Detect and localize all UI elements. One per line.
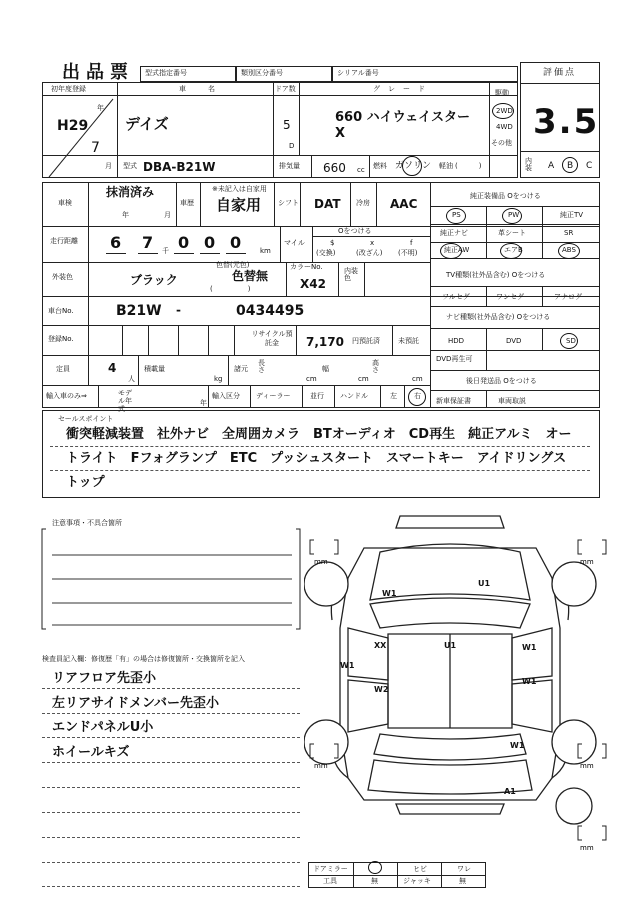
color-value: ブラック bbox=[130, 273, 178, 287]
page-title: 出品票 bbox=[62, 62, 134, 83]
mark-left-side: W1 bbox=[340, 661, 355, 670]
ruibetsu-field: 類別区分番号 bbox=[236, 66, 332, 82]
mark-rear-right-fender: W1 bbox=[510, 741, 525, 750]
aw-circle bbox=[440, 243, 462, 259]
history-value: 自家用 bbox=[216, 196, 262, 214]
mark-roof: U1 bbox=[444, 641, 457, 650]
score-label: 評価点 bbox=[543, 68, 577, 78]
basic-info-table: 初年度登録 車名 ドア数 グレード 年 H29 7 月 デイズ 5 D 660 ハイウェイスター X 駆動 2WD 4WD その他 型式 DBA-B21W 排気量 660 cc 燃料 ガソリン 軽油 ( ) bbox=[42, 82, 518, 178]
svg-text:mm: mm bbox=[580, 762, 594, 770]
mark-front-left-door: XX bbox=[374, 641, 387, 650]
abs-circle bbox=[558, 243, 580, 259]
ac-value: AAC bbox=[390, 197, 418, 211]
svg-text:mm: mm bbox=[580, 558, 594, 566]
grade-line2: X bbox=[335, 126, 346, 141]
serial-field: シリアル番号 bbox=[332, 66, 518, 82]
sd-circle bbox=[560, 333, 578, 349]
svg-text:mm: mm bbox=[580, 844, 594, 852]
car-name: デイズ bbox=[125, 115, 169, 133]
first-reg-year: H29 bbox=[57, 118, 89, 134]
note-item-4: ホイールキズ bbox=[52, 745, 130, 760]
color-change-value: 色替無 bbox=[232, 269, 269, 283]
fuel-gasoline-circle bbox=[402, 156, 422, 176]
score-value: 3.5 bbox=[533, 102, 600, 142]
chassis-prefix: B21W bbox=[116, 303, 162, 319]
car-damage-diagram bbox=[304, 508, 610, 858]
first-reg-month: 7 bbox=[91, 140, 100, 156]
equipment-title: 純正装備品 Oをつける bbox=[470, 192, 541, 200]
recycle-value: 7,170 bbox=[306, 335, 344, 349]
mark-hood: U1 bbox=[478, 579, 491, 588]
door-mirror-circle bbox=[368, 861, 382, 874]
mark-rear-left-door: W2 bbox=[374, 685, 389, 694]
sales-line-3: トップ bbox=[66, 475, 105, 490]
chassis-number: 0434495 bbox=[236, 303, 305, 319]
mark-rear-right-door: W1 bbox=[522, 677, 537, 686]
svg-text:mm: mm bbox=[314, 558, 328, 566]
mark-rear-bumper: A1 bbox=[504, 787, 516, 796]
katashiki-field: 型式指定番号 bbox=[140, 66, 236, 82]
capacity-value: 4 bbox=[108, 361, 117, 375]
mileage-digits: 6 7 千 0 0 0 km bbox=[100, 228, 276, 260]
note-item-3: エンドパネルU小 bbox=[52, 720, 154, 735]
sales-line-2: トライト Fフォグランプ ETC プッシュスタート スマートキー アイドリングス bbox=[66, 451, 567, 466]
shift-value: DAT bbox=[314, 197, 341, 211]
model-value: DBA-B21W bbox=[143, 160, 216, 174]
pw-circle bbox=[502, 208, 522, 224]
handle-right-circle bbox=[408, 388, 426, 406]
shaken-value: 抹消済み bbox=[106, 185, 155, 199]
interior-b-circle bbox=[562, 157, 578, 173]
displacement-value: 660 bbox=[323, 161, 346, 175]
doors-value: 5 bbox=[283, 118, 291, 132]
grade-line1: 660 ハイウェイスター bbox=[335, 110, 471, 125]
mark-front-right-door: W1 bbox=[522, 643, 537, 652]
fuel-gasoline: ガソリン bbox=[395, 161, 432, 171]
sales-line-1: 衝突軽減装置 社外ナビ 全周囲カメラ BTオーディオ CD再生 純正アルミ オー bbox=[66, 427, 572, 442]
color-no: X42 bbox=[300, 277, 326, 291]
caution-bracket bbox=[40, 525, 302, 635]
mark-front-left-fender: W1 bbox=[382, 589, 397, 598]
airbag-circle bbox=[500, 243, 522, 259]
svg-text:mm: mm bbox=[314, 762, 328, 770]
footer-table: ドアミラー ヒビ ワレ 工具 無 ジャッキ 無 bbox=[308, 862, 486, 888]
note-item-2: 左リアサイドメンバー先歪小 bbox=[52, 696, 220, 711]
note-item-1: リアフロア先歪小 bbox=[52, 671, 157, 686]
drive-2wd-circle bbox=[492, 103, 514, 119]
ps-circle bbox=[446, 208, 466, 224]
